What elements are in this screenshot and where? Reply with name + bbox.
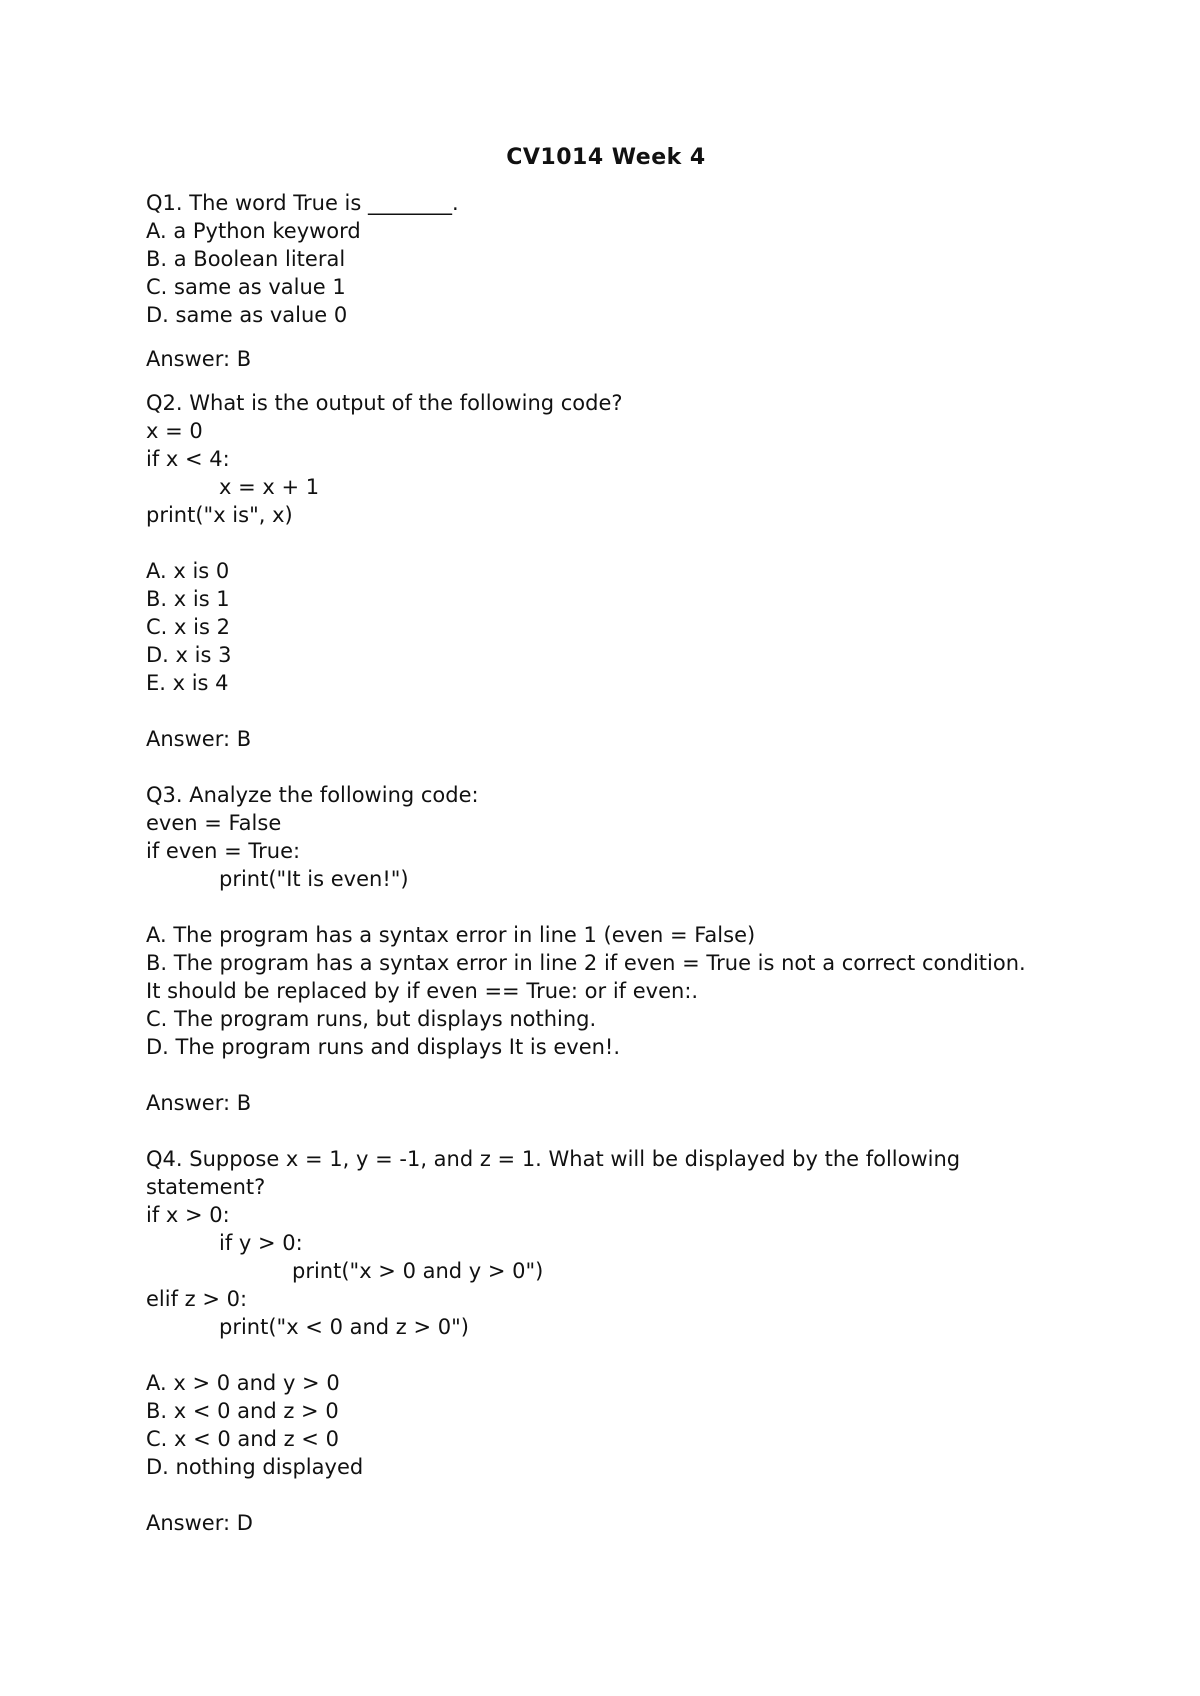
question-text: Q1. The word True is ________. bbox=[146, 191, 459, 215]
option-d: D. The program runs and displays It is even!. bbox=[146, 1035, 621, 1059]
code-line: if x > 0: bbox=[146, 1203, 230, 1227]
question-4 bbox=[146, 1145, 1046, 1537]
code-line: x = 0 bbox=[146, 419, 203, 443]
code-line: print("x < 0 and z > 0") bbox=[219, 1315, 469, 1339]
option-b: B. x is 1 bbox=[146, 587, 230, 611]
question-text: Q3. Analyze the following code: bbox=[146, 783, 479, 807]
option-d: D. x is 3 bbox=[146, 643, 232, 667]
document-body bbox=[146, 189, 1046, 1537]
code-line: elif z > 0: bbox=[146, 1287, 248, 1311]
option-c: C. x < 0 and z < 0 bbox=[146, 1427, 339, 1451]
code-line: if x < 4: bbox=[146, 447, 230, 471]
answer: Answer: B bbox=[146, 347, 252, 371]
code-line: if even = True: bbox=[146, 839, 301, 863]
code-line: print("x > 0 and y > 0") bbox=[292, 1259, 544, 1283]
code-line: even = False bbox=[146, 811, 282, 835]
question-text: Q2. What is the output of the following code? bbox=[146, 391, 623, 415]
code-line: print("It is even!") bbox=[219, 867, 409, 891]
question-text: Q4. Suppose x = 1, y = -1, and z = 1. What will be displayed by the following statement? bbox=[146, 1147, 961, 1199]
option-c: C. same as value 1 bbox=[146, 275, 346, 299]
code-line: x = x + 1 bbox=[219, 475, 320, 499]
option-a: A. a Python keyword bbox=[146, 219, 361, 243]
option-c: C. The program runs, but displays nothing. bbox=[146, 1007, 597, 1031]
option-c: C. x is 2 bbox=[146, 615, 230, 639]
option-b: B. x < 0 and z > 0 bbox=[146, 1399, 339, 1423]
option-d: D. same as value 0 bbox=[146, 303, 348, 327]
option-a: A. The program has a syntax error in line 1 (even = False) bbox=[146, 923, 756, 947]
code-line: if y > 0: bbox=[219, 1231, 303, 1255]
option-b: B. The program has a syntax error in line 2 if even = True is not a correct condition. It should be replaced by if even == True: or if even:. bbox=[146, 951, 1026, 1003]
option-a: A. x > 0 and y > 0 bbox=[146, 1371, 340, 1395]
answer: Answer: D bbox=[146, 1511, 253, 1535]
option-b: B. a Boolean literal bbox=[146, 247, 346, 271]
code-line: print("x is", x) bbox=[146, 503, 293, 527]
question-3 bbox=[146, 781, 1046, 1117]
page-title: CV1014 Week 4 bbox=[506, 145, 706, 170]
option-a: A. x is 0 bbox=[146, 559, 230, 583]
option-d: D. nothing displayed bbox=[146, 1455, 364, 1479]
answer: Answer: B bbox=[146, 1091, 252, 1115]
question-1 bbox=[146, 189, 1046, 373]
option-e: E. x is 4 bbox=[146, 671, 229, 695]
answer: Answer: B bbox=[146, 727, 252, 751]
question-2 bbox=[146, 389, 1046, 753]
